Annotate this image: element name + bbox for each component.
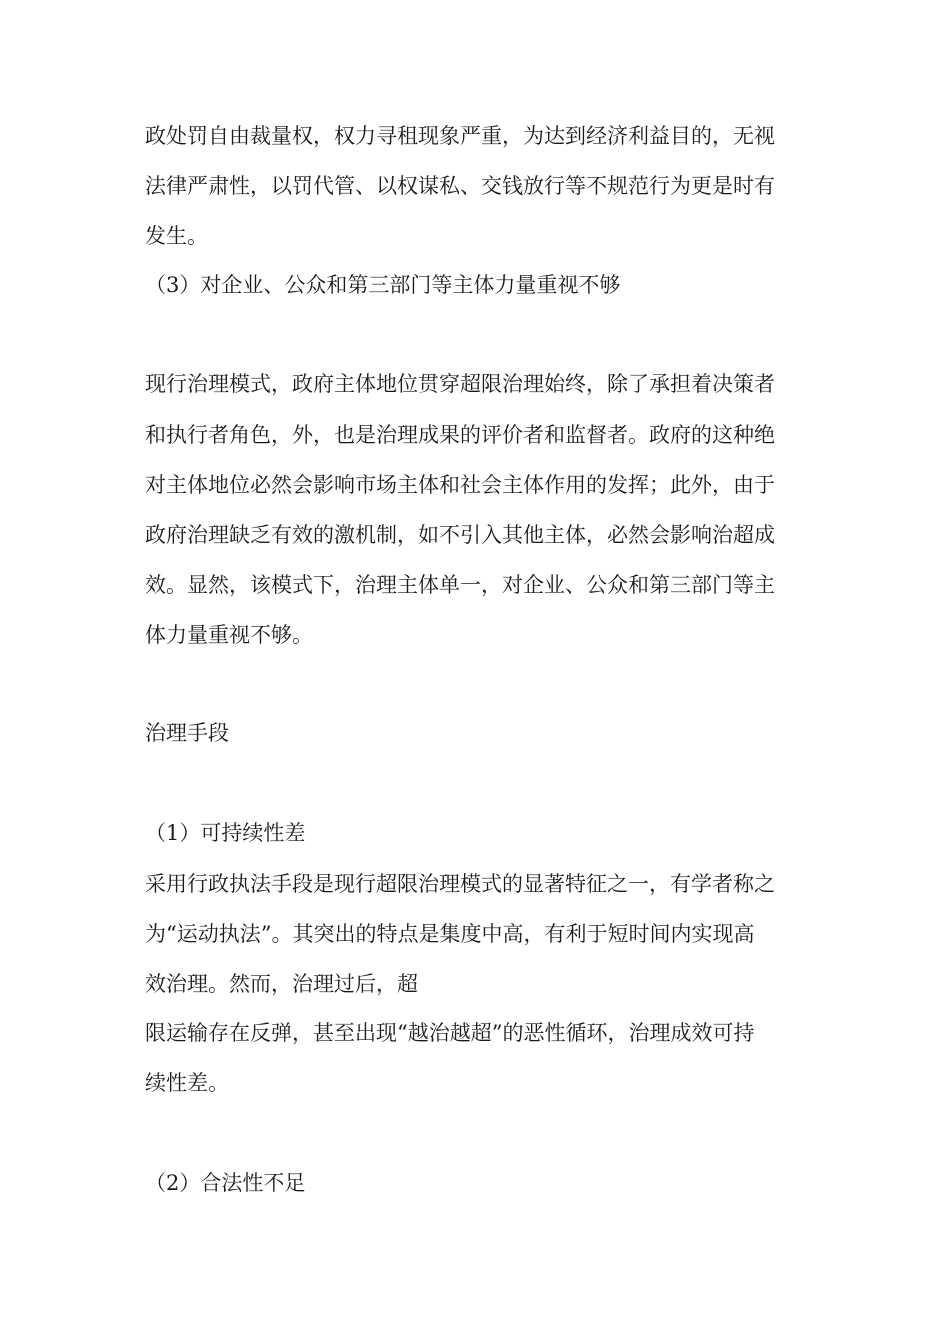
paragraph-line: 效治理。然而，治理过后，超 [145, 972, 418, 996]
paragraph-line: 政处罚自由裁量权，权力寻租现象严重，为达到经济利益目的，无视 [145, 124, 775, 148]
paragraph-line: 体力量重视不够。 [145, 623, 313, 647]
paragraph-line: 现行治理模式，政府主体地位贯穿超限治理始终，除了承担着决策者 [145, 372, 775, 396]
paragraph-line: 限运输存在反弹，甚至出现“越治越超”的恶性循环，治理成效可持 [145, 1021, 755, 1045]
paragraph-line: 为“运动执法”。其突出的特点是集度中高，有利于短时间内实现高 [145, 922, 755, 946]
paragraph-line: 发生。 [145, 224, 208, 248]
subsection-heading: （3）对企业、公众和第三部门等主体力量重视不够 [145, 273, 621, 297]
paragraph-line: 政府治理缺乏有效的激机制，如不引入其他主体，必然会影响治超成 [145, 523, 775, 547]
paragraph-line: 和执行者角色，外，也是治理成果的评价者和监督者。政府的这种绝 [145, 423, 775, 447]
subsection-heading: （2）合法性不足 [145, 1171, 306, 1195]
section-heading: 治理手段 [145, 721, 229, 745]
paragraph-line: 效。显然，该模式下，治理主体单一，对企业、公众和第三部门等主 [145, 573, 775, 597]
paragraph-line: 采用行政执法手段是现行超限治理模式的显著特征之一，有学者称之 [145, 872, 775, 896]
paragraph-line: 续性差。 [145, 1071, 229, 1095]
subsection-heading: （1）可持续性差 [145, 821, 306, 845]
paragraph-line: 对主体地位必然会影响市场主体和社会主体作用的发挥；此外，由于 [145, 473, 775, 497]
paragraph-line: 法律严肃性，以罚代管、以权谋私、交钱放行等不规范行为更是时有 [145, 174, 775, 198]
